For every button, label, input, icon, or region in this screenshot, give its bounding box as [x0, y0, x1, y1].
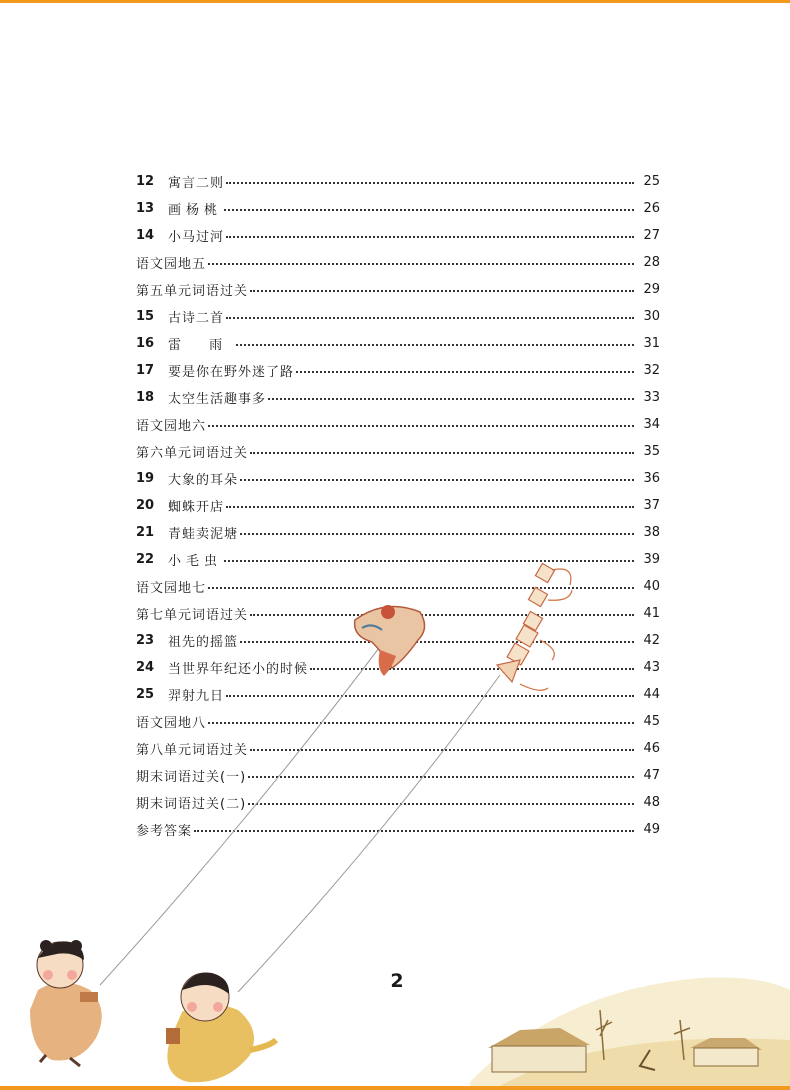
toc-entry-title: 寓言二则 [168, 176, 225, 191]
child-right-icon [166, 973, 276, 1083]
toc-entry-page: 43 [643, 660, 660, 675]
toc-entry-page: 34 [643, 417, 660, 432]
toc-entry-page: 28 [643, 255, 660, 270]
toc-entry-page: 44 [643, 687, 660, 702]
page-number: 2 [390, 970, 404, 992]
toc-entry-page: 26 [643, 201, 660, 216]
toc-entry-title: 太空生活趣事多 [168, 392, 267, 407]
toc-entry-title: 第五单元词语过关 [136, 284, 249, 299]
toc-entry-number: 13 [136, 201, 155, 216]
toc-entry-page: 48 [643, 795, 660, 810]
toc-entry-page: 47 [643, 768, 660, 783]
toc-entry-page: 29 [643, 282, 660, 297]
toc-entry-title: 参考答案 [136, 824, 193, 839]
toc-entry-title: 青蛙卖泥塘 [168, 527, 239, 542]
toc-entry-title: 要是你在野外迷了路 [168, 365, 295, 380]
toc-entry-page: 36 [643, 471, 660, 486]
toc-entry-page: 27 [643, 228, 660, 243]
toc-entry-page: 39 [643, 552, 660, 567]
toc-entry-number: 23 [136, 633, 155, 648]
toc-entry-page: 37 [643, 498, 660, 513]
toc-entry-page: 38 [643, 525, 660, 540]
toc-entry-title: 第八单元词语过关 [136, 743, 249, 758]
toc-entry-title: 语文园地八 [136, 716, 207, 731]
swallow-kite-icon [355, 605, 425, 676]
toc-entry-number: 15 [136, 309, 155, 324]
toc-entry-title: 第六单元词语过关 [136, 446, 249, 461]
toc-entry-page: 35 [643, 444, 660, 459]
kite-string-2 [238, 675, 500, 992]
toc-entry-number: 22 [136, 552, 155, 567]
toc-entry-page: 32 [643, 363, 660, 378]
toc-entry-page: 41 [643, 606, 660, 621]
toc-entry-number: 19 [136, 471, 155, 486]
child-left-icon [30, 940, 102, 1066]
toc-entry-title: 祖先的摇篮 [168, 635, 239, 650]
toc-entry-page: 42 [643, 633, 660, 648]
toc-entry-page: 30 [643, 309, 660, 324]
toc-entry-page: 45 [643, 714, 660, 729]
toc-entry-title: 画杨桃 [168, 203, 223, 218]
toc-entry-page: 25 [643, 174, 660, 189]
bottom-border [0, 1086, 790, 1090]
toc-entry-title: 小马过河 [168, 230, 225, 245]
toc-entry-page: 31 [643, 336, 660, 351]
toc-entry-title: 语文园地五 [136, 257, 207, 272]
toc-entry-number: 21 [136, 525, 155, 540]
toc-entry-page: 40 [643, 579, 660, 594]
toc-entry-title: 羿射九日 [168, 689, 225, 704]
toc-entry-title: 小毛虫 [168, 554, 223, 569]
toc-entry-number: 14 [136, 228, 155, 243]
toc-entry-title: 当世界年纪还小的时候 [168, 662, 309, 677]
toc-entry-title: 第七单元词语过关 [136, 608, 249, 623]
toc-entry-number: 18 [136, 390, 155, 405]
toc-entry-page: 33 [643, 390, 660, 405]
toc-entry-title: 语文园地六 [136, 419, 207, 434]
toc-entry-title: 期末词语过关(二) [136, 797, 247, 812]
toc-entry-number: 17 [136, 363, 155, 378]
toc-entry-title: 古诗二首 [168, 311, 225, 326]
kite-string-1 [100, 640, 385, 985]
village-landscape-icon [470, 978, 790, 1087]
toc-entry-page: 49 [643, 822, 660, 837]
toc-entry-title: 语文园地七 [136, 581, 207, 596]
toc-entry-number: 24 [136, 660, 155, 675]
toc-entry-number: 20 [136, 498, 155, 513]
toc-entry-number: 25 [136, 687, 155, 702]
toc-entry-number: 16 [136, 336, 155, 351]
centipede-kite-icon [497, 563, 555, 682]
toc-entry-title: 期末词语过关(一) [136, 770, 247, 785]
toc-entry-page: 46 [643, 741, 660, 756]
toc-entry-title: 蜘蛛开店 [168, 500, 225, 515]
toc-entry-title: 雷 雨 [168, 338, 235, 353]
toc-entry-title: 大象的耳朵 [168, 473, 239, 488]
toc-entry-number: 12 [136, 174, 155, 189]
